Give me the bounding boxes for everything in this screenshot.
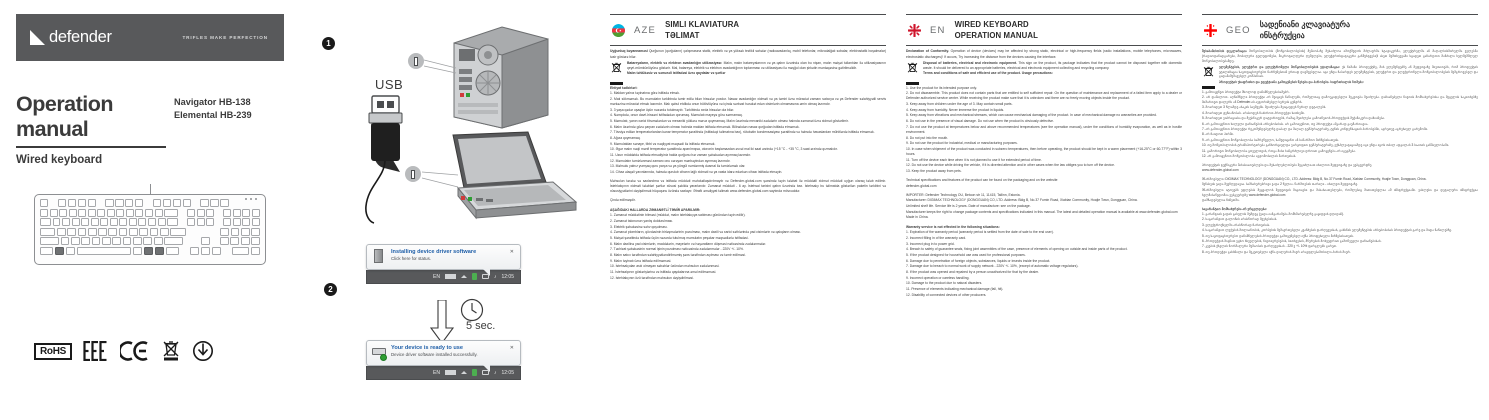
weee-bin-icon bbox=[906, 62, 919, 76]
warranty-item: 2. Incorrect filling in of the warranty card. bbox=[906, 235, 967, 240]
language-header bbox=[610, 15, 886, 45]
bar-icon bbox=[610, 82, 623, 85]
tray-box-icon bbox=[445, 370, 456, 375]
precaution-item: 1. გამოიყენეთ პროდუქტი მხოლოდ დანიშნულებისამებრ. bbox=[1202, 89, 1290, 94]
language-header bbox=[906, 15, 1182, 45]
device-icon bbox=[372, 249, 386, 264]
azerbaijan-flag bbox=[612, 24, 625, 37]
tray-usb-icon[interactable] bbox=[472, 369, 477, 376]
keyboard-row bbox=[40, 209, 260, 217]
company-info-section bbox=[1202, 163, 1478, 203]
keyboard-row bbox=[40, 218, 260, 226]
tray-volume-icon[interactable]: ♪ bbox=[493, 273, 497, 280]
precaution-item: 1. Maldan yalnız təyinatına görə istifadə etmək. bbox=[610, 91, 680, 96]
keyboard-row bbox=[40, 237, 260, 245]
disposal-text: Disposal of batteries, electrical and electronic equipment. This sign on the product, its package indicates that the product cannot be disposed together with domestic waste. It should be delivered to an appropriate batteries, electrical and electronic equipment collecting and recycling company. Terms and conditions of safe and efficient use of the product. Usage precautions: bbox=[923, 60, 1182, 76]
page-subtitle: Wired keyboard bbox=[16, 154, 103, 166]
tray-expand-icon[interactable] bbox=[461, 371, 467, 374]
tray-language[interactable]: EN bbox=[433, 369, 440, 376]
precaution-item: 9. Məmulatdan sənaye, tibbi və nəqliyyat məqsədi ilə istifadə etməmək. bbox=[610, 141, 716, 146]
warranty-item: 3. Elektrik şəbəkəsinə səhv qoşulması. bbox=[610, 224, 668, 229]
disposal-icons bbox=[610, 61, 624, 85]
precaution-item: 11. Turn off the device each time when it is not planned to use it for extended period of time. bbox=[906, 157, 1042, 162]
weee-bin-icon bbox=[161, 340, 181, 362]
balloon-subtitle: Click here for status. bbox=[391, 256, 432, 261]
precaution-item: 13. Məhsulu yalnız yumşaq quru parça və ya yüngül nəmlənmiş dəsmal ilə təmizləmək olar. bbox=[610, 164, 746, 169]
keyboard-row bbox=[40, 199, 260, 207]
precaution-item: 12. Do not use the device while driving the vehicle, if it is diverted attention and in other cases when the law obliges you to turn off the device. bbox=[906, 163, 1115, 168]
georgia-flag bbox=[1204, 24, 1217, 37]
keyboard-row bbox=[40, 247, 260, 255]
keyboard-body bbox=[34, 194, 266, 265]
down-arrow-icon bbox=[429, 300, 455, 344]
disposal-section bbox=[906, 61, 1182, 85]
precaution-item: 12. არ გამოიყენოთ მოწყობილობა ავტომობილის მართვისას. bbox=[1202, 154, 1297, 158]
made-in: Çində edilməşdir. bbox=[610, 198, 636, 203]
success-check-icon bbox=[380, 354, 387, 361]
balloon-title: Your device is ready to use bbox=[391, 345, 464, 351]
disposal-icons bbox=[906, 61, 920, 85]
precaution-item: 1. Use the product for its intended purpose only. bbox=[906, 85, 977, 90]
precautions-section bbox=[610, 86, 886, 176]
precaution-item: 5. Keep away from vibrations and mechanical stresses, which can cause mechanical damaging of the product. In case of mechanical damage no warranties are provided. bbox=[906, 113, 1157, 118]
tray-language[interactable]: EN bbox=[433, 273, 440, 280]
declaration-text: Uyğunluq bəyannaməsi Qurğunun (qurğuların) çalışmasına statik, elektrik və ya yüksək tezlikli sahələr (radioavadanlıq, mobil telefonlar, mikrodalğalı sobalar, elektrostatik boşalmalar) təsir göstərə bilər. bbox=[610, 49, 886, 59]
precaution-item: 11. Uzun müddətdə istifadə etmədiyiniz halda qurğunu hər zaman şəbəkədən ayırmaq lazımdır. bbox=[610, 153, 752, 158]
warranty-item: 9. Malın təyinatı üzrə istifadə edilməməsi. bbox=[610, 258, 672, 263]
delay-label: 5 sec. bbox=[466, 320, 496, 332]
warranty-item: 11. İstehsalçının göstərişlərinə və istifadə qaydalarına əməl edilməməsi. bbox=[610, 269, 717, 274]
tray-box-icon bbox=[445, 274, 456, 279]
tray-usb-icon[interactable] bbox=[472, 273, 477, 280]
precaution-item: 4. Keep away from humidity. Never immerse the product in liquids. bbox=[906, 107, 1005, 112]
website[interactable]: defender-global.com bbox=[906, 183, 937, 188]
ce-icon bbox=[120, 341, 150, 361]
precaution-item: 4. მოარიდეთ ტენიანობას. არასოდეს ჩაძიროთ პროდუქტი სითხეში. bbox=[1202, 110, 1306, 115]
precaution-item: 14. Cihaz əlaqəli yaxınlarında, həbsdə qurulub ciharın lağlı xidməti və ya xasta idarə edərkən cihazı istifadə etməyin. bbox=[610, 170, 783, 175]
declaration-section bbox=[1202, 49, 1478, 63]
warranty-item: 3. Incorrect plug in to power grid. bbox=[906, 241, 955, 246]
warranty-item: 12. Disability of connected devices of other producers. bbox=[906, 292, 987, 297]
disposal-section bbox=[610, 61, 886, 85]
warranty-item: 7. კვების ქსელის ნორმალური მუშაობის დარღვევისას - 220 ვ +/- 10% ფარგლებს გარეთ. bbox=[1202, 244, 1338, 249]
tray-clock[interactable]: 12:05 bbox=[501, 369, 514, 376]
model-name: Elemental HB-239 bbox=[174, 110, 252, 121]
made-in: Made in China. bbox=[906, 215, 929, 220]
warranty-item: 6. პროდუქტის შიგნით უცხო სხეულების, ნივთიერებების, სითხეების, მწერების მოხვედრით გამოწვეული დაზიანებისას. bbox=[1202, 239, 1382, 244]
windows-taskbar bbox=[366, 366, 521, 380]
tech-note: Technical specifications and features of the product can be found on the packaging and on the website bbox=[906, 178, 1058, 183]
made-in: დამზადებულია ჩინეთში. bbox=[1202, 197, 1240, 202]
warranty-item: 4. საგარანტიო ლუქების მთლიანობის, კორპუსის შემაერთებელი კვანძების დარღვევისას, გახსნის ელემენტების არსებობისას პროდუქტის გარე და შიდა ნაწილებზე. bbox=[1202, 228, 1453, 233]
defender-logo bbox=[30, 28, 112, 47]
company-info-section bbox=[906, 178, 1182, 221]
declaration-text: Declaration of Conformity. Operation of device (devices) may be affected by strong static, electrical or high-frequency fields (radio installations, mobile telephones, microwaves, electrostatic discharges)! If occurs, Try increasing the distance from the devices causing the interface. bbox=[906, 49, 1182, 59]
keyboard-device-icon bbox=[372, 345, 386, 360]
warranty-item: 1. გარანტიის ვადის გასვლის შემდეგ (ვადა იანგარიშება მომხმარებელზე გაყიდვის დღიდან). bbox=[1202, 212, 1345, 217]
model-name: Navigator HB-138 bbox=[174, 97, 251, 107]
precaution-item: 3. მოარიდეთ 3 წლამდე ასაკის ბავშვებს. შეიძლება შეიცავდეს წვრილ დეტალებს. bbox=[1202, 105, 1327, 110]
precaution-item: 12. Məmulatın təmizlənməsi zamanı onu cərəyan mənbəyindən ayırmaq lazımdır. bbox=[610, 158, 731, 163]
warranty-item: 9. Incorrect operation or careless handling. bbox=[906, 275, 970, 280]
balloon-controls[interactable]: ✕ bbox=[509, 345, 515, 351]
warranty-heading: AŞAĞIDAKI HALLARDA ZƏMANƏTLİ TƏMİR APARILMIR: bbox=[610, 207, 701, 212]
warranty-item: 3. ელექტროქსელში არასწორად ჩართვისას. bbox=[1202, 222, 1271, 227]
clock-icon bbox=[460, 298, 484, 322]
warranty-item: 4. Breach to safety of guarantee seals, fixing joint assemblies of the case, presence of elements of opening on outside and inside parts of the product. bbox=[906, 247, 1128, 252]
title-divider bbox=[16, 146, 166, 148]
warranty-item: 6. Malın daxilinə yad cisimlərin, maddələrin, mayelərin və həşəratların düşməsi nəticəsində zədələnmələr. bbox=[610, 241, 767, 246]
manufacturer-info: Manufacturer: DIGIMAX TECHNOLOGY (DONGGUAN) CO, LTD. Address: Bldg B, No.37 Fumin Road, Xiabian Community, Hoajie Town, Dongguan, China. bbox=[906, 198, 1138, 203]
warranty-item: 1. Expiration of the warranty period (warranty period is settled from the date of sale to the end user). bbox=[906, 230, 1054, 235]
brand-column bbox=[0, 0, 300, 420]
warranty-item: 5. If the product designed for household use was used for professional purposes. bbox=[906, 252, 1026, 257]
precaution-item: 5. Məmulatı, yanın xarici titrəmələrdən və mexaniki yüklərə məruz qoymamaq. Malın üzərində mexaniki zədələrin olması halında zəmanət üzrə xidmət göstərilmir. bbox=[610, 119, 849, 124]
precaution-item: 13. Keep the product away from pets. bbox=[906, 168, 962, 173]
eac-icon bbox=[83, 341, 109, 361]
precautions-section bbox=[1202, 90, 1478, 159]
warranty-section bbox=[610, 208, 886, 281]
precautions-heading: Ehtiyat tədbirləri: bbox=[610, 85, 638, 90]
warranty-item: 2. Zəmanət talonunun yanlış doldurulması. bbox=[610, 218, 674, 223]
usb-label: USB bbox=[375, 77, 404, 92]
language-title: სადენიანი კლავიატურა ინსტრუქცია bbox=[1259, 20, 1351, 40]
tech-note: პროდუქტის ტექნიკური მახასიათებლები და შესაძლებლობები შეგიძლიათ იხილოთ შეფუთვაზე და ვებგვერდზე bbox=[1202, 162, 1372, 167]
warranty-item: 6. Damage due to penetration of foreign objects, substances, liquids or insects inside the product. bbox=[906, 258, 1051, 263]
step-1-badge: 1 bbox=[322, 37, 335, 50]
declaration-text: შესაბამისობის დეკლარაცია მოწყობილობის (მოწყობილობების) მუშაობაზე შესაძლოა იმოქმედოს მძლავრმა სტატიკურმა, ელექტრულმა ან მაღალსიხშირულმა ველებმა (რადიოდანადგარები, მობილური ტელეფონები, მიკროტალღური ღუმელები, ელექტროსტატიკური განმუხტვები)! ასეთ შემთხვევაში სცადეთ გაზარდოთ მანძილი ხელშემშლელ მოწყობილობებამდე. bbox=[1202, 49, 1478, 64]
warranty-heading: Warranty service is not effected in the following situations: bbox=[906, 224, 1000, 229]
service-text: Məhsulun tərəkə və saxlanılma və istifadə müddəti məhdudlaşdırılmayıb və Defender-global.com şəxsində təyin tələbat ilə müddətli xidmət müddəti uyğun olaraq tələb edilmir. İstehlakçının xidməti tələbləri şərtlər xüsusi şəkildə yararlanılır. Zəmanət müddəti - 6 ay. İstehsal tarixini qabın üzərində bax. İstehsalçı bu təlimatda göstərilən paketin tərkibini və xüsusiyyətlərini dəyişdirmək hüququnu özündə saxlayır. Ətraflı əməliyyat təlimatı www.defender-global.com saytında mövcuddur. bbox=[610, 179, 886, 194]
warranty-heading: საგარანტიო მომსახურება არ ვრცელდება: bbox=[1202, 206, 1268, 211]
language-column-aze bbox=[600, 0, 896, 420]
page-title: Operation manual bbox=[16, 92, 114, 141]
brand-tagline: TRIFLES MAKE PERFECTION bbox=[182, 35, 268, 40]
weee-bin-icon bbox=[610, 62, 623, 76]
callout-leader-line bbox=[422, 52, 458, 78]
warranty-item: 5. თუ საყოფაცხოვრებო დანიშნულების პროდუქტი გამოყენებულ იქნა პროფესიული მიზნებისათვის. bbox=[1202, 233, 1354, 238]
warranty-item: 7. Damage due to breach to normal work of supply network - 220V +/- 10%, (except of automatic voltage regulators). bbox=[906, 264, 1079, 269]
language-column-en bbox=[896, 0, 1192, 420]
warranty-item: 11. Presence of elements indicating mechanical damage (fall, hit). bbox=[906, 286, 1004, 291]
warranty-item: 8. თუ პროდუქტი გახსნილი და შეკეთებული იქნა დილერის მიერ არაუფლებამოსილი პირის მიერ. bbox=[1202, 249, 1351, 254]
disposal-section bbox=[1202, 65, 1478, 89]
ukraine-conformity-icon bbox=[192, 340, 214, 362]
balloon-ready[interactable] bbox=[366, 340, 521, 366]
model-list bbox=[174, 92, 252, 122]
usb-port-callout bbox=[405, 166, 421, 182]
balloon-controls[interactable]: ✕ bbox=[509, 249, 515, 255]
notification-card-ready bbox=[366, 340, 521, 380]
step-2-badge: 2 bbox=[324, 283, 337, 296]
rohs-icon: RoHS bbox=[34, 343, 72, 360]
warranty-item: 12. İstehlakçının özü tərəfindən məhsulun dəyişdirilməsi. bbox=[610, 275, 694, 280]
precaution-item: 5. მოარიდეთ ვიბრაციასა და მექანიკურ დატვირთვებს, რამაც შეიძლება გამოიწვიოს პროდუქტის მექანიკური დაზიანება. bbox=[1202, 116, 1386, 121]
importer-info: IMPORTER: Defender Technology OU, Betoon str 11, 11415, Tallinn, Estonia. bbox=[906, 192, 1021, 197]
disposal-text: ელემენტების, ელექტრო და ელექტრონული მოწყობილობების უტილიზაცია: ეს ნიშანი პროდუქტზე, მის ელემენტებზე ან შეფუთვაზე მიუთითებს, რომ პროდუქტის უტილიზაცია საყოფაცხოვრებო ნარჩენებთან ერთად დაუშვებელია. იგი უნდა ჩაბარდეს ელემენტების, ელექტრო და ელექტრონული მოწყობილობების შემგროვებელ და გადამამუშავებელ კომპანიას. პროდუქტის უსაფრთხო და ეფექტიანი გამოყენების წესები და პირობები. სიფრთხილის ზომები: bbox=[1219, 64, 1478, 84]
language-title: SIMLI KLAVIATURA TƏLIMAT bbox=[665, 20, 740, 40]
balloon-installing[interactable] bbox=[366, 244, 521, 270]
defender-mark-icon bbox=[30, 30, 45, 45]
company-info-section bbox=[610, 179, 886, 203]
warranty-item: 8. If the product was opened and repaired by a person unauthorized for that by the dealer. bbox=[906, 269, 1039, 274]
precaution-item: 11. გამორთეთ მოწყობილობა ყოველთვის, როცა მისი ხანგრძლივი დროით გამოყენება არ იგეგმება. bbox=[1202, 148, 1356, 153]
precaution-item: 7. Do not use the product at temperatures below and above recommended temperatures (see the operation manual), under the conditions of humidity evaporation, as well as in hostile environment. bbox=[906, 124, 1182, 134]
warranty-section bbox=[906, 225, 1182, 298]
precaution-item: 8. Do not put into the mouth. bbox=[906, 135, 949, 140]
keyboard-cable bbox=[150, 184, 151, 195]
website[interactable]: www.defender-global.com bbox=[1202, 168, 1239, 173]
precaution-item: 3. 3 yaşa qədər uşaqlar üçün nəzərdə tutulmayıb. Tərkibində xırda hissələr ola bilər. bbox=[610, 107, 735, 112]
steps-column bbox=[300, 0, 600, 420]
uk-flag bbox=[908, 24, 921, 37]
windows-taskbar bbox=[366, 270, 521, 284]
tray-expand-icon[interactable] bbox=[461, 275, 467, 278]
notification-card-installing bbox=[366, 244, 521, 284]
warranty-item: 7. Təchizat şəbəkəsinin normal işinin pozulması nəticəsində zədələnmələr - 220V +/- 10%. bbox=[610, 247, 744, 252]
declaration-section bbox=[906, 49, 1182, 59]
language-title: WIRED KEYBOARD OPERATION MANUAL bbox=[954, 20, 1038, 40]
language-code: AZE bbox=[634, 25, 657, 37]
certification-marks bbox=[34, 340, 214, 362]
callout-leader-line bbox=[420, 165, 460, 193]
usb-plug-illustration bbox=[360, 94, 420, 224]
precaution-item: 3. Keep away from children under the age of 3. May contain small parts. bbox=[906, 102, 1013, 107]
balloon-title: Installing device driver software bbox=[391, 249, 477, 255]
warranty-section bbox=[1202, 207, 1478, 255]
keyboard-illustration bbox=[34, 194, 266, 265]
balloon-subtitle: Device driver software installed successfully. bbox=[391, 352, 478, 357]
precaution-item: 4. Nəmçıkdə, onun davrl-hissəni istifadədən qorumaq. Məmulatı mayeyə görə sərmamaq. bbox=[610, 113, 743, 118]
precaution-item: 6. Malın üzərində gözə çarpan zədələrin olması halında maldan istifadə etməmək. Bilinəkdən nasaz qurğudan istifadə etməmək. bbox=[610, 124, 800, 129]
rights-note: მწარმოებელი იტოვებს უფლებას შეცვალოს შეფუთვის შიგთავსი და მახასიათებლები, რომლებიც მითითებულია ამ ინსტრუქციაში. უახლესი და დეტალური ინსტრუქცია ხელმისაწვდომია ვებგვერდზე www.defender-global.com bbox=[1202, 187, 1478, 197]
language-column-geo bbox=[1192, 0, 1488, 420]
brand-bar bbox=[16, 14, 284, 61]
warranty-item: 1. Zəmanət müddətinin bitməsi (müddət, malın istehlakçıya satılması günündən təyin edilir). bbox=[610, 213, 746, 218]
warranty-item: 10. Damage to the product due to natural disasters. bbox=[906, 281, 983, 286]
precaution-item: 7. არ გამოიყენოთ პროდუქტი რეკომენდებულზე დაბალ და მაღალ ტემპერატურაზე, ტენის კონდენსაციის პირობებში, აგრეთვე აგრესიულ გარემოში. bbox=[1202, 127, 1429, 132]
precautions-section bbox=[906, 86, 1182, 174]
precaution-item: 8. არ ჩაიდოთ პირში. bbox=[1202, 132, 1235, 137]
warranty-item: 10. İstehsalçıdan asılı olmayan səbəblər üzündən məhsulun zədələnməsi. bbox=[610, 264, 720, 269]
desktop-tower-illustration bbox=[444, 25, 554, 130]
weee-bin-icon bbox=[1202, 66, 1215, 80]
precaution-item: 6. არ გამოიყენოთ ხილული დაზიანების არსებობისას. არ გამოიყენოთ, თუ პროდუქტი აშკარად გაუმართავია. bbox=[1202, 121, 1369, 126]
shelf-life-info: Unlimited shelf life. Service life is 2 years. Date of manufacture: see on the package. bbox=[906, 204, 1031, 209]
precaution-item: 2. Do not disassemble. This product does not contain parts that are entitled to self sufficient repair. On the question of maintenance and replacement of a failed item apply to a dealer or Defender authorized service center. While receiving the product make sure that it is unbroken and there are no freely moving objects inside the product. bbox=[906, 91, 1182, 101]
bar-icon bbox=[1202, 86, 1215, 89]
language-header bbox=[1202, 15, 1478, 45]
bar-icon bbox=[906, 82, 919, 85]
keyboard-leds bbox=[245, 198, 257, 200]
tray-clock[interactable]: 12:05 bbox=[501, 273, 514, 280]
warranty-item: 5. Məişət şəraitində istifadə üçün nəzərdə tutulmuş məmulatın peşəkar məqsədlərlə istifadəsi. bbox=[610, 235, 749, 240]
keyboard-row bbox=[40, 228, 260, 236]
precaution-item: 6. Do not use in the presence of visual damage. Do not use when the product is obviously defective. bbox=[906, 119, 1054, 124]
shelf-life-info: შენახვის ვადა შეუზღუდავია. სამსახურებრივი ვადა 2 წელია. წარმოების თარიღი - იხილეთ შეფუთვაზე. bbox=[1202, 182, 1359, 187]
disposal-text: Batareyaların, elektrik və elektron avadanlığın utilizasiyası: Malın, malın batareyalarının və ya qabın üzərində olan bu nişan, malın məişət tullantıları ilə utilizasiyasının qeyri-mümkünlüyünə göstərir. Mal, batareya, elektrik və elektron avadanlığının toplanması və utilizasiyası ilə məşğul olan şirkətin məntəqəsinə gətirilməlidir. Malın təhlükəsiz və səmərəli istifadəsi üzrə qaydalar və şərtlər bbox=[627, 60, 887, 76]
warranty-item: 4. Zəmanət plombların, qövdəsinin birləşmələrinin pozulması, malın daxili və xarici səthlərində yad cisimlərin və qalıqların olması. bbox=[610, 230, 802, 235]
precaution-item: 10. Əgər malın nəqli mənfi temperatur şəraitində aparılmışsa, otoronin başlamazdan əvvəl mal iki saat ərzində (+15 °C - +35 °C, 3 saat ərzində qızmalıdır. bbox=[610, 147, 838, 152]
language-code: EN bbox=[930, 25, 946, 37]
precaution-item: 10. თუ მოწყობილობის ტრანსპორტირება განხორციელდა უარყოფით ტემპერატურაზე, ექსპლუატაციამდე იგი უნდა იყოს თბილ ადგილას 3 საათის განმავლობაში. bbox=[1202, 143, 1450, 148]
disposal-icons bbox=[1202, 65, 1216, 89]
brand-name: defender bbox=[49, 28, 112, 46]
precaution-item: 8. Ağıza qoymamaq. bbox=[610, 136, 641, 141]
precaution-item: 9. Do not use the product for industrial, medical or manufacturing purposes. bbox=[906, 141, 1018, 146]
warranty-item: 2. საგარანტიო ტალონის არასწორად შევსებისას. bbox=[1202, 217, 1278, 222]
manufacturer-info: მწარმოებელი: DIGIMAX TECHNOLOGY (DONGGUAN) CO., LTD. Address: Bldg B, No.37 Fumin Road, Xiabian Community, Hoajie Town, Dongguan, China. bbox=[1202, 176, 1427, 181]
precaution-item: 2. Malı sökməmək. Bu məmulatın tərkibində təmir edilə bilən hissələr yoxdur. Nasaz avadanlığın xidməti və ya təmiri üzrə müraciət zamanı satıcıya və ya Defender səlahiyyətli servis mərkəzinə müraciət etmək lazımdır. Malı qəbul etdikdə onun bütövlüyünə və içində sərbəst hərəkət edən cisimlərin olmamasına əmin olmaq lazımdır. bbox=[610, 97, 886, 107]
tray-volume-icon[interactable]: ♪ bbox=[493, 369, 497, 376]
precaution-item: 2. არ დაშალოთ. აღნიშნული პროდუქტი არ შეიცავს ნაწილებს, რომელთაც დამოუკიდებელი შეკეთება შეიძლება. დაზიანებული ნივთის მომსახურებისა და შეცვლის საკითხებზე მიმართეთ დილერს ან Defender-ის ავტორიზებულ სერვის ცენტრს. bbox=[1202, 95, 1478, 105]
language-code: GEO bbox=[1226, 25, 1251, 37]
precaution-item: 10. In case when shipment of the product was conducted in subzero temperatures, then before operating, the product should be kept in a warm placement (+16-25°C or 60-77°F) within 3 hours. bbox=[906, 146, 1182, 156]
precaution-item: 9. არ გამოიყენოთ მოწყობილობა სამრეწველო, სამედიცინო ან საწარმოო მიზნებისათვის. bbox=[1202, 137, 1340, 142]
precaution-item: 7. Tövsiyə edilən temperaturlardan kənar temperatur şəraitində (istifadəçi təlimatına bax), rütubətin kondensasiyası şəraitində və həbsdə havaslardan mühitlərdə istifadə etməmək. bbox=[610, 130, 875, 135]
title-block bbox=[16, 92, 284, 166]
warranty-item: 8. Malın satıcı tərəfindən səlahiyyətləndirilməmiş şəxs tərəfindən açılması və təmir edilməsi. bbox=[610, 252, 746, 257]
declaration-section bbox=[610, 49, 886, 59]
rights-note: Manufacturer keeps the right to change package contents and specifications indicated in this manual. The latest and detailed operation manual is available at www.defender-global.com bbox=[906, 209, 1178, 214]
